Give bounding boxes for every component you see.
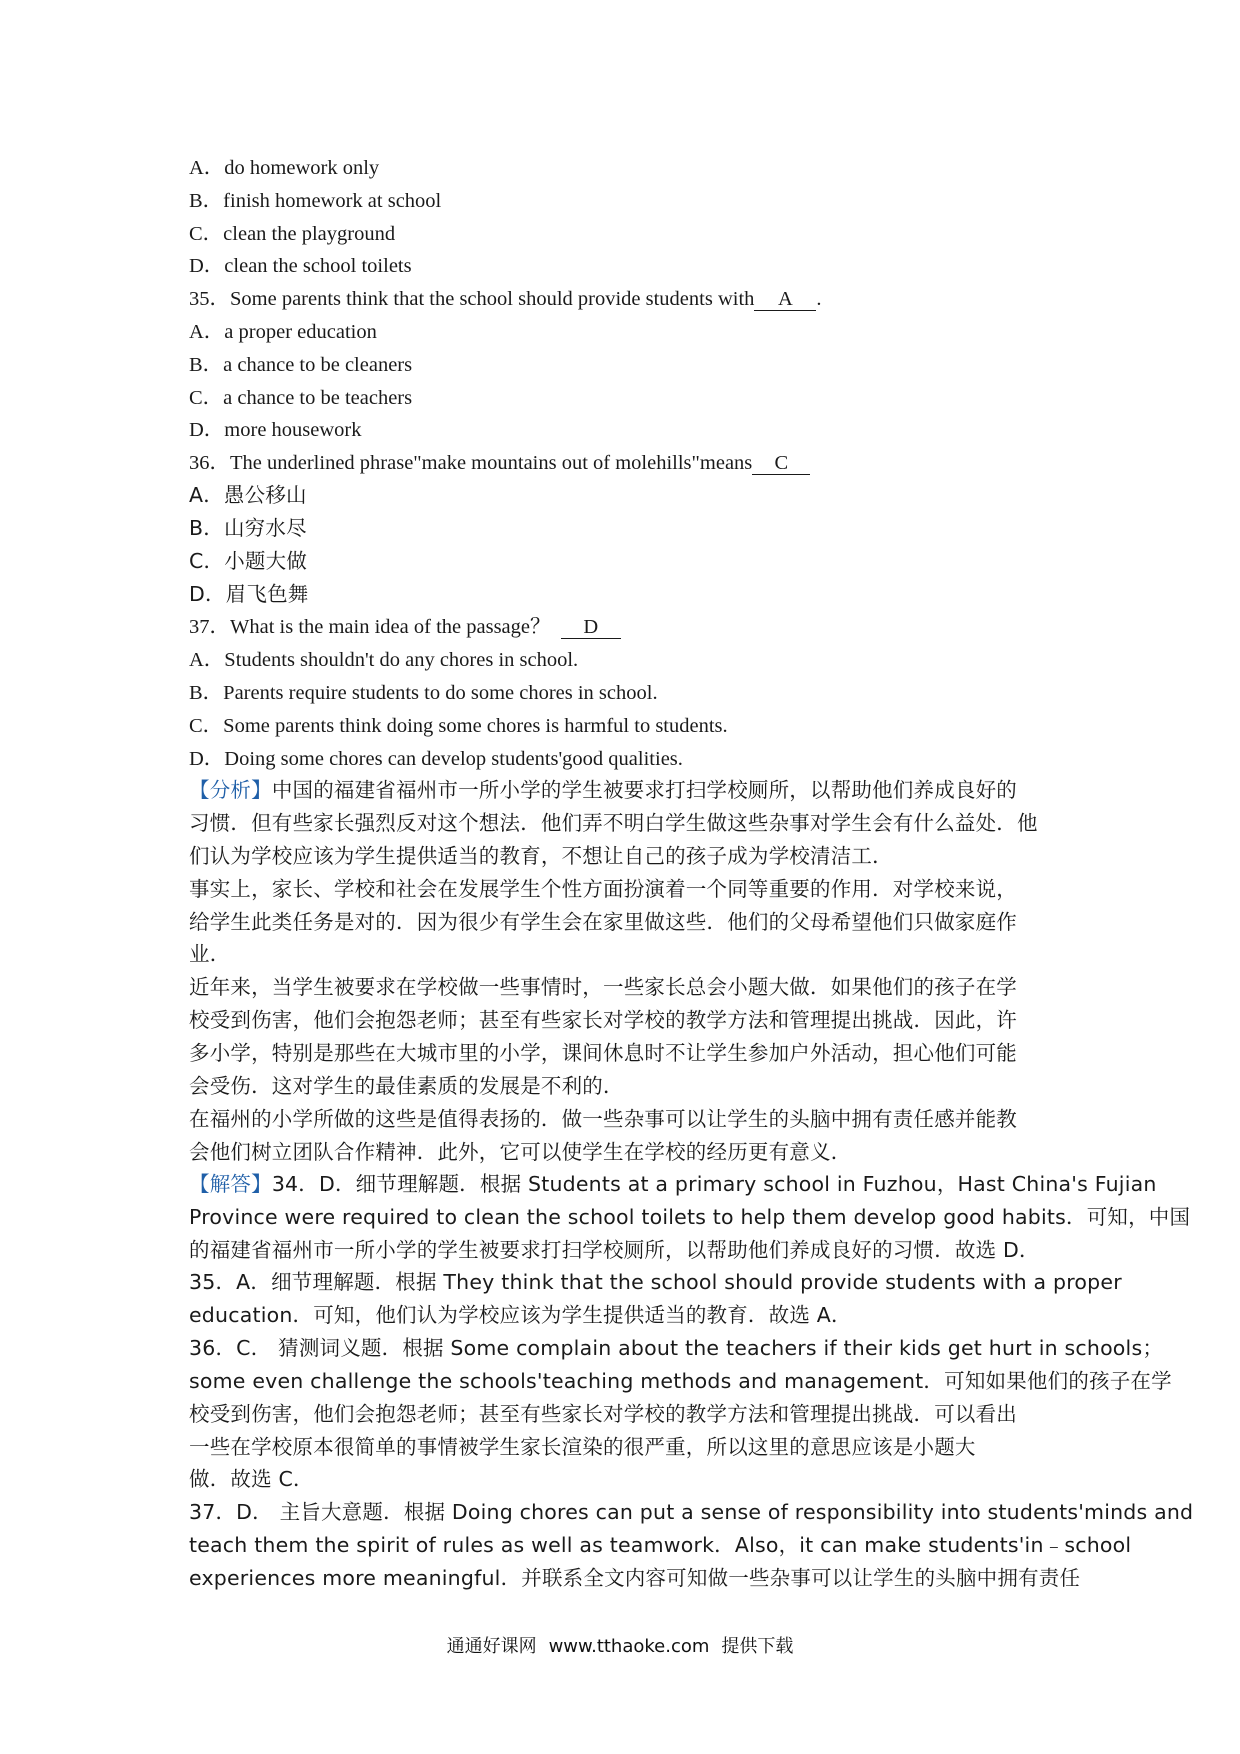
answer-line: 的福建省福州市一所小学的学生被要求打扫学校厕所，以帮助他们养成良好的习惯．故选 D． [189, 1238, 1040, 1262]
analysis-line: 多小学，特别是那些在大城市里的小学，课间休息时不让学生参加户外活动，担心他们可能 [189, 1041, 1017, 1065]
answer-line: some even challenge the schools'teaching methods and management．可知如果他们的孩子在学 [189, 1369, 1172, 1393]
answer-tag: 【解答】 [189, 1172, 272, 1196]
answer-line: 校受到伤害，他们会抱怨老师；甚至有些家长对学校的教学方法和管理提出挑战．可以看出 [189, 1402, 1017, 1426]
analysis-line: 在福州的小学所做的这些是值得表扬的．做一些杂事可以让学生的头脑中拥有责任感并能教 [189, 1107, 1017, 1131]
q35-option-a: A．a proper education [189, 321, 377, 343]
q35-option-b: B．a chance to be cleaners [189, 354, 413, 376]
analysis-line: 们认为学校应该为学生提供适当的教育，不想让自己的孩子成为学校清洁工． [189, 844, 893, 868]
q37-option-a: A．Students shouldn't do any chores in school. [189, 649, 579, 671]
answer-line: education．可知，他们认为学校应该为学生提供适当的教育．故选 A． [189, 1303, 852, 1327]
q34-option-a: A．do homework only [189, 157, 380, 179]
analysis-line: 校受到伤害，他们会抱怨老师；甚至有些家长对学校的教学方法和管理提出挑战．因此，许 [189, 1008, 1017, 1032]
footer-site-name: 通通好课网 [446, 1636, 537, 1657]
q35-end: . [816, 288, 822, 310]
analysis-line: 习惯．但有些家长强烈反对这个想法．他们弄不明白学生做这些杂事对学生会有什么益处．他 [189, 811, 1038, 835]
q36-option-b: B．山穷水尽 [189, 516, 307, 540]
analysis-line: 会他们树立团队合作精神．此外，它可以使学生在学校的经历更有意义． [189, 1140, 852, 1164]
q37-option-d: D．Doing some chores can develop students'good qualities. [189, 748, 683, 770]
q36-answer-blank: C [752, 452, 810, 475]
q34-option-c: C．clean the playground [189, 223, 396, 245]
answer-line: 做．故选 C． [189, 1467, 314, 1491]
q37-option-b: B．Parents require students to do some chores in school. [189, 682, 658, 704]
answer-line: 37．D． 主旨大意题．根据 Doing chores can put a sense of responsibility into students'minds and [189, 1500, 1194, 1524]
answer-line: 35．A．细节理解题．根据 They think that the school should provide students with a proper [189, 1270, 1122, 1294]
analysis-line: 业． [189, 942, 231, 966]
q37-question [189, 612, 621, 642]
q36-stem: 36．The underlined phrase"make mountains out of molehills"means [189, 452, 753, 474]
q35-question [189, 284, 822, 314]
answer-text: 34．D．细节理解题．根据 Students at a primary school in Fuzhou，Hast China's Fujian [271, 1172, 1157, 1196]
analysis-text: 中国的福建省福州市一所小学的学生被要求打扫学校厕所，以帮助他们养成良好的 [271, 778, 1018, 802]
q35-option-d: D．more housework [189, 419, 362, 441]
analysis-line: 会受伤．这对学生的最佳素质的发展是不利的． [189, 1074, 624, 1098]
answer-line: Province were required to clean the school toilets to help them develop good habits．可知，中国 [189, 1205, 1191, 1229]
footer-url[interactable]: www.tthaoke.com [548, 1636, 710, 1657]
answer-line: 36．C． 猜测词义题．根据 Some complain about the teachers if their kids get hurt in schools； [189, 1336, 1164, 1360]
q34-option-d: D．clean the school toilets [189, 255, 412, 277]
analysis-line: 事实上，家长、学校和社会在发展学生个性方面扮演着一个同等重要的作用．对学校来说， [189, 877, 1017, 901]
q34-option-b: B．finish homework at school [189, 190, 442, 212]
q36-option-a: A．愚公移山 [189, 483, 307, 507]
analysis-line: 给学生此类任务是对的．因为很少有学生会在家里做这些．他们的父母希望他们只做家庭作 [189, 910, 1017, 934]
q36-question [189, 448, 810, 478]
q37-option-c: C．Some parents think doing some chores is harmful to students. [189, 715, 728, 737]
answer-first-line [189, 1168, 1157, 1201]
q37-answer-blank: D [561, 616, 621, 639]
answer-line: teach them the spirit of rules as well as teamwork．Also，it can make students'in﹣school [189, 1533, 1132, 1557]
q36-option-d: D．眉飞色舞 [189, 582, 309, 606]
answer-line: experiences more meaningful．并联系全文内容可知做一些杂事可以让学生的头脑中拥有责任 [189, 1566, 1081, 1590]
q37-stem: 37．What is the main idea of the passage？ [189, 616, 551, 638]
q35-stem: 35．Some parents think that the school should provide students with [189, 288, 755, 310]
q36-option-c: C．小题大做 [189, 549, 308, 573]
q35-option-c: C．a chance to be teachers [189, 387, 413, 409]
page-footer [0, 1634, 1240, 1660]
analysis-first-line [189, 774, 1017, 807]
answer-line: 一些在学校原本很简单的事情被学生家长渲染的很严重，所以这里的意思应该是小题大 [189, 1435, 976, 1459]
q35-answer-blank: A [754, 288, 816, 311]
footer-suffix: 提供下载 [721, 1636, 794, 1657]
analysis-line: 近年来，当学生被要求在学校做一些事情时，一些家长总会小题大做．如果他们的孩子在学 [189, 975, 1017, 999]
analysis-tag: 【分析】 [189, 778, 272, 802]
